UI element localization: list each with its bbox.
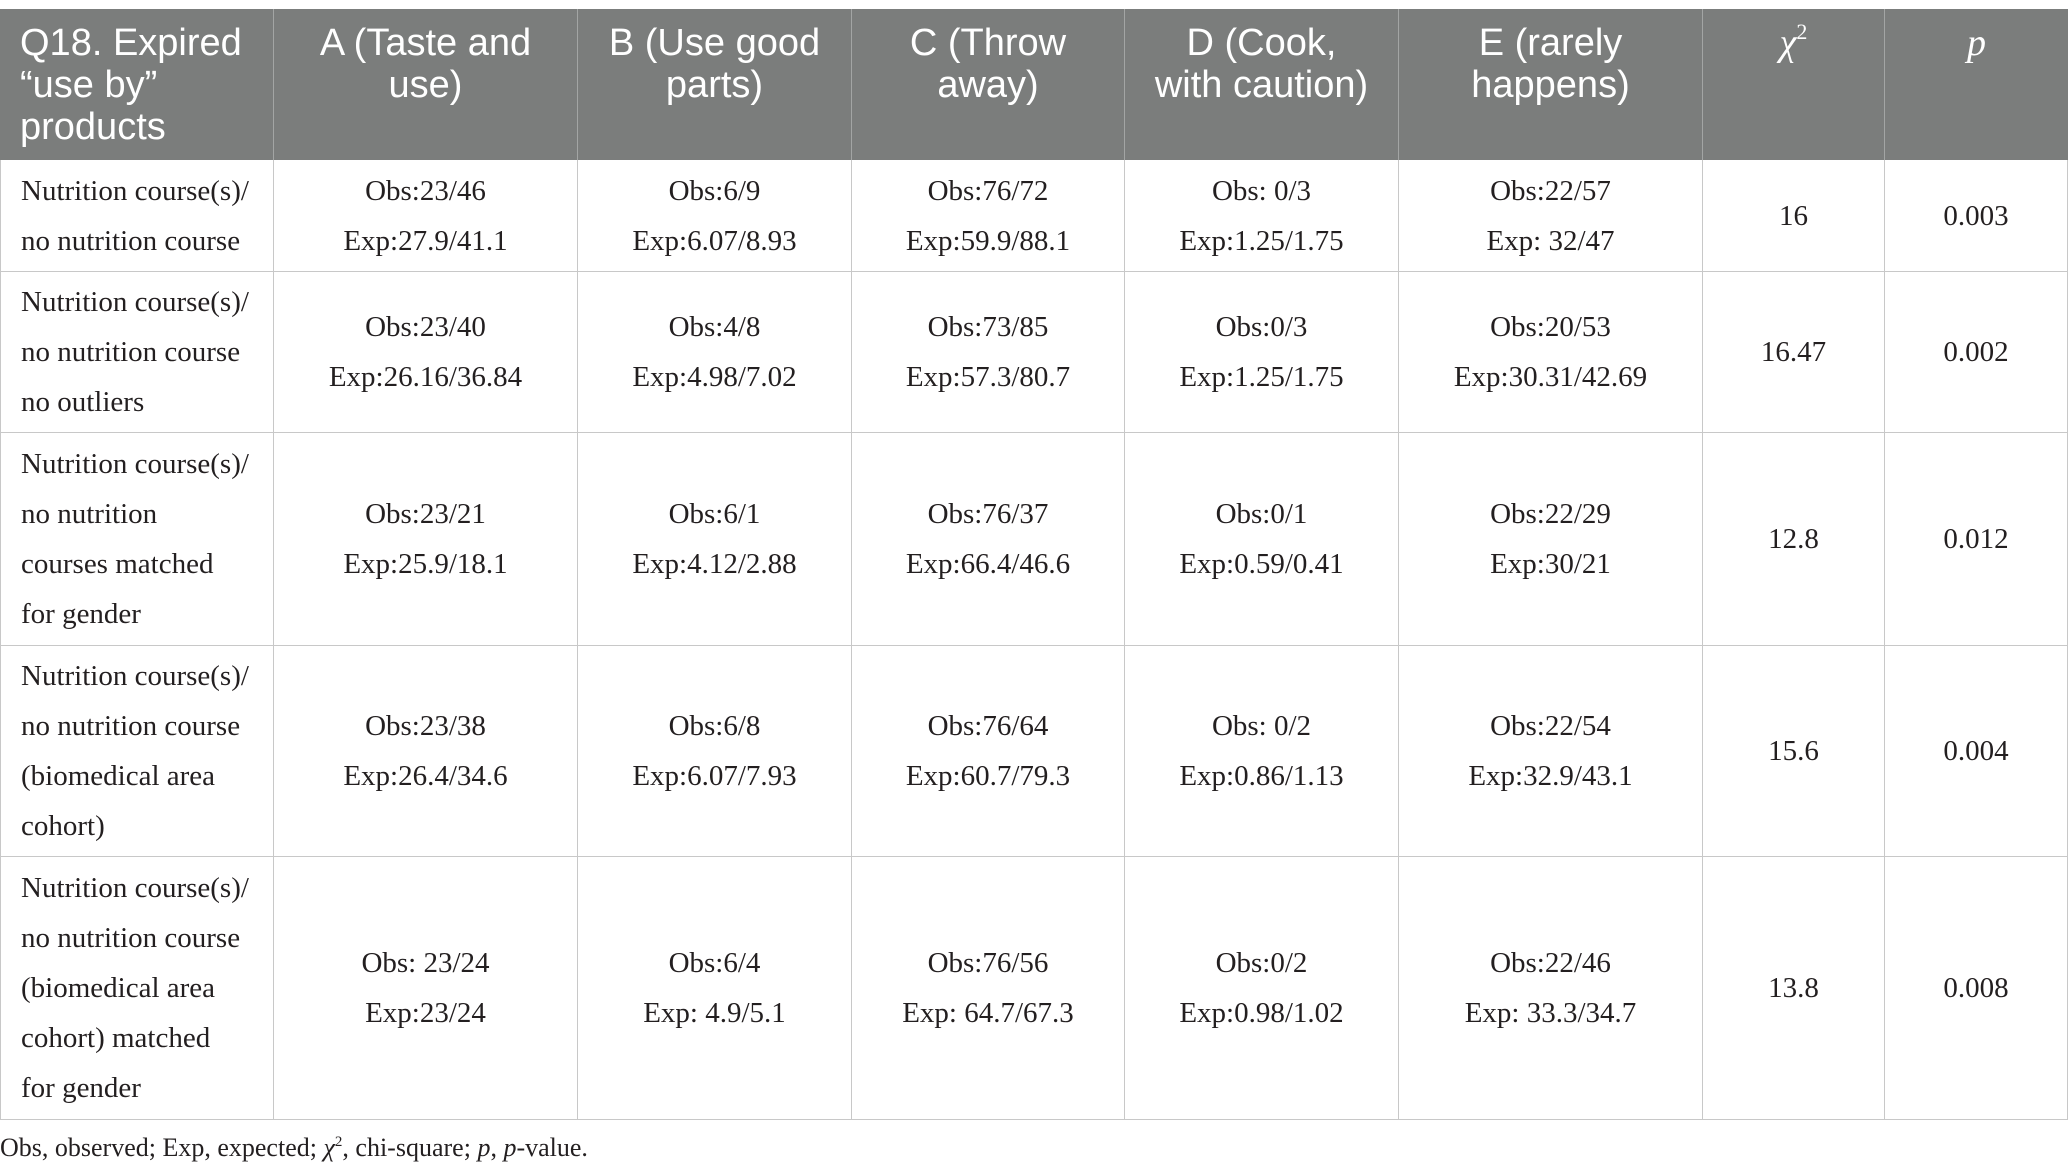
observed-value: Obs: 0/3 [1211, 174, 1312, 207]
row-label: Nutrition course(s)/ no nutrition course no outliers [21, 286, 249, 418]
p-value: 0.004 [1943, 735, 2009, 767]
option-d-cell [1125, 433, 1399, 646]
chi-square-cell [1703, 433, 1885, 646]
expected-value: Exp:23/24 [365, 997, 486, 1029]
row-label-cell [0, 646, 274, 857]
expected-value: Exp:1.25/1.75 [1179, 224, 1344, 257]
option-a-cell [274, 160, 578, 272]
option-b-cell [578, 433, 852, 646]
observed-value: Obs:22/54 [1490, 710, 1611, 742]
p-value-cell [1885, 646, 2068, 857]
option-d-cell [1125, 857, 1399, 1120]
expected-value: Exp:60.7/79.3 [905, 760, 1071, 792]
expected-value: Exp: 4.9/5.1 [643, 997, 786, 1029]
header-option-a-text: A (Taste and use) [319, 22, 532, 106]
p-value: 0.008 [1943, 972, 2009, 1004]
observed-value: Obs:6/1 [668, 498, 761, 530]
header-option-c-text: C (Throw away) [909, 22, 1067, 106]
footnote-p-value-symbol: p [503, 1133, 517, 1162]
option-c-cell [852, 857, 1125, 1120]
chi-square-value: 16.47 [1760, 336, 1827, 368]
expected-value: Exp: 64.7/67.3 [902, 997, 1074, 1029]
p-value: 0.002 [1943, 336, 2009, 368]
option-b-cell [578, 272, 852, 433]
header-option-e-text: E (rarely happens) [1471, 22, 1630, 106]
expected-value: Exp:27.9/41.1 [343, 224, 508, 257]
row-label: Nutrition course(s)/ no nutrition courses matched for gender [21, 448, 249, 630]
header-option-a [274, 9, 578, 160]
table-row [0, 272, 2068, 433]
expected-value: Exp:59.9/88.1 [905, 224, 1071, 257]
observed-value: Obs: 23/24 [361, 947, 490, 979]
option-a-cell [274, 857, 578, 1120]
footnote-chi-meaning: , chi-square; [342, 1133, 478, 1162]
option-c-cell [852, 160, 1125, 272]
observed-value: Obs:6/4 [668, 947, 761, 979]
p-value: 0.003 [1943, 199, 2009, 232]
expected-value: Exp:30.31/42.69 [1453, 361, 1648, 393]
expected-value: Exp:6.07/8.93 [632, 224, 797, 257]
table-row [0, 433, 2068, 646]
observed-value: Obs:22/46 [1490, 947, 1611, 979]
option-e-cell [1399, 272, 1703, 433]
row-label: Nutrition course(s)/ no nutrition course (biomedical area cohort) [21, 660, 249, 842]
expected-value: Exp:0.59/0.41 [1179, 548, 1344, 580]
observed-value: Obs:6/9 [668, 174, 761, 207]
expected-value: Exp: 32/47 [1486, 224, 1615, 257]
option-a-cell [274, 433, 578, 646]
option-b-cell [578, 857, 852, 1120]
option-e-cell [1399, 857, 1703, 1120]
header-option-d-text: D (Cook, with caution) [1154, 22, 1369, 106]
option-e-cell [1399, 433, 1703, 646]
header-question [0, 9, 274, 160]
table-header-row [0, 9, 2068, 160]
observed-value: Obs:23/38 [365, 710, 486, 742]
option-e-cell [1399, 646, 1703, 857]
footnote-p-separator: , [490, 1133, 504, 1162]
observed-value: Obs:20/53 [1490, 311, 1611, 343]
table-body [0, 160, 2068, 1120]
table-row [0, 646, 2068, 857]
expected-value: Exp:6.07/7.93 [632, 760, 797, 792]
observed-value: Obs:0/1 [1215, 498, 1308, 530]
expected-value: Exp:0.98/1.02 [1179, 997, 1344, 1029]
observed-value: Obs:23/46 [365, 174, 486, 207]
header-option-b-text: B (Use good parts) [608, 22, 821, 106]
observed-value: Obs:76/64 [927, 710, 1049, 742]
observed-value: Obs:0/3 [1215, 311, 1308, 343]
observed-value: Obs:73/85 [927, 311, 1049, 343]
observed-value: Obs:76/56 [927, 947, 1049, 979]
observed-value: Obs:23/21 [365, 498, 486, 530]
table-footnote [0, 1131, 588, 1165]
header-option-c [852, 9, 1125, 160]
row-label-cell [0, 272, 274, 433]
observed-value: Obs:22/57 [1490, 174, 1611, 207]
table-row [0, 857, 2068, 1120]
footnote-p-symbol: p [477, 1133, 491, 1162]
table-header [0, 9, 2068, 160]
chi-square-cell [1703, 272, 1885, 433]
expected-value: Exp:32.9/43.1 [1468, 760, 1633, 792]
chi-square-value: 13.8 [1768, 972, 1819, 1004]
header-option-e [1399, 9, 1703, 160]
header-p-value [1885, 9, 2068, 160]
observed-value: Obs:76/72 [927, 174, 1049, 207]
header-option-d [1125, 9, 1399, 160]
row-label-cell [0, 433, 274, 646]
footnote-abbreviations: Obs, observed; Exp, expected; [0, 1133, 324, 1162]
chi-square-value: 12.8 [1768, 523, 1819, 555]
expected-value: Exp:66.4/46.6 [905, 548, 1071, 580]
expected-value: Exp:26.4/34.6 [343, 760, 508, 792]
observed-value: Obs:6/8 [668, 710, 761, 742]
observed-value: Obs:22/29 [1490, 498, 1611, 530]
expected-value: Exp:25.9/18.1 [343, 548, 508, 580]
chi-square-value: 15.6 [1768, 735, 1819, 767]
observed-value: Obs:23/40 [365, 311, 486, 343]
option-a-cell [274, 272, 578, 433]
option-c-cell [852, 433, 1125, 646]
chi-square-cell [1703, 160, 1885, 272]
observed-value: Obs:4/8 [668, 311, 761, 343]
p-value-symbol: p [1967, 22, 1986, 64]
footnote-chi-superscript: 2 [334, 1134, 343, 1150]
expected-value: Exp:4.12/2.88 [632, 548, 797, 580]
p-value-cell [1885, 857, 2068, 1120]
option-d-cell [1125, 272, 1399, 433]
option-d-cell [1125, 160, 1399, 272]
observed-value: Obs:76/37 [927, 498, 1049, 530]
results-table [0, 9, 2068, 1120]
chi-square-superscript: 2 [1796, 19, 1808, 44]
header-option-b [578, 9, 852, 160]
chi-square-cell [1703, 857, 1885, 1120]
expected-value: Exp:1.25/1.75 [1179, 361, 1344, 393]
chi-square-symbol: χ [1779, 22, 1797, 64]
option-c-cell [852, 646, 1125, 857]
header-chi-square [1703, 9, 1885, 160]
expected-value: Exp:4.98/7.02 [632, 361, 797, 393]
option-b-cell [578, 160, 852, 272]
p-value-cell [1885, 160, 2068, 272]
option-a-cell [274, 646, 578, 857]
footnote-p-value-suffix: -value. [516, 1133, 588, 1162]
row-label: Nutrition course(s)/ no nutrition course [21, 174, 249, 257]
expected-value: Exp:30/21 [1490, 548, 1611, 580]
chi-square-value: 16 [1779, 199, 1808, 232]
option-c-cell [852, 272, 1125, 433]
row-label-cell [0, 160, 274, 272]
p-value: 0.012 [1943, 523, 2009, 555]
option-e-cell [1399, 160, 1703, 272]
row-label-cell [0, 857, 274, 1120]
table-row [0, 160, 2068, 272]
chi-square-cell [1703, 646, 1885, 857]
row-label: Nutrition course(s)/ no nutrition course (biomedical area cohort) matched for gender [21, 872, 249, 1104]
observed-value: Obs:0/2 [1215, 947, 1308, 979]
option-b-cell [578, 646, 852, 857]
footnote-chi-symbol: χ [323, 1133, 335, 1162]
option-d-cell [1125, 646, 1399, 857]
observed-value: Obs: 0/2 [1211, 710, 1312, 742]
expected-value: Exp:57.3/80.7 [905, 361, 1071, 393]
p-value-cell [1885, 433, 2068, 646]
expected-value: Exp:0.86/1.13 [1179, 760, 1344, 792]
p-value-cell [1885, 272, 2068, 433]
expected-value: Exp: 33.3/34.7 [1464, 997, 1637, 1029]
expected-value: Exp:26.16/36.84 [328, 361, 523, 393]
header-question-text: Q18. Expired “use by” products [20, 22, 242, 148]
